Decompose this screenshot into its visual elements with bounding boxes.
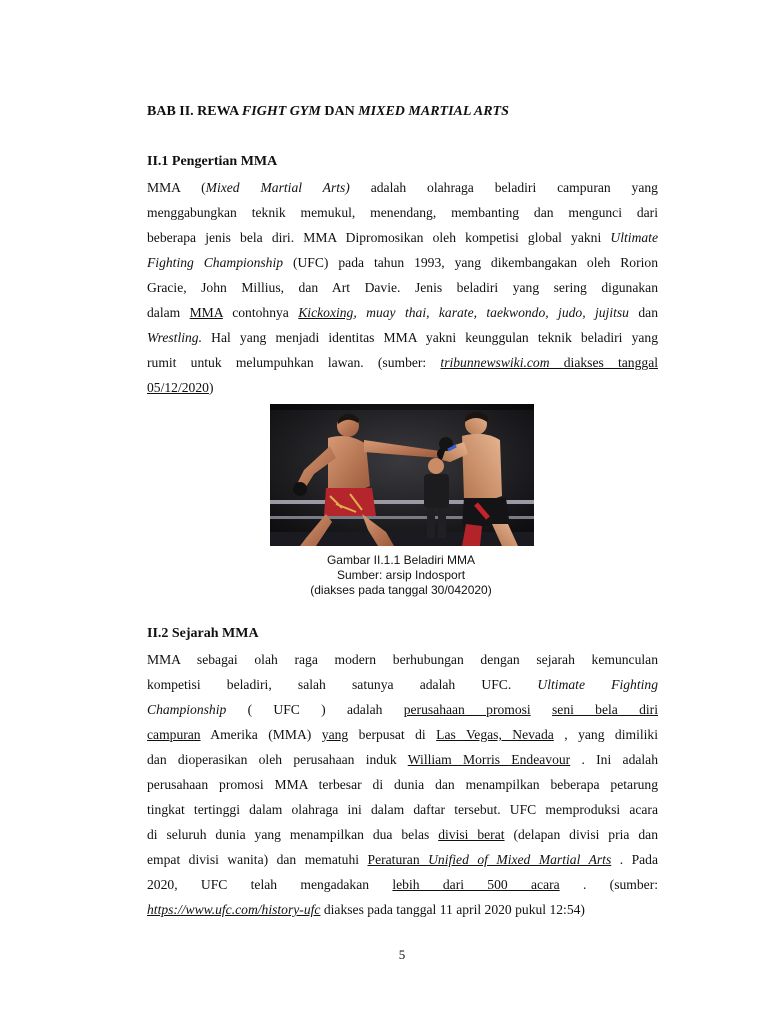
text-segment: dalam [147, 305, 190, 320]
text-line [147, 250, 658, 275]
text-segment: 2020, UFC telah mengadakan [147, 877, 393, 892]
text-link-segment[interactable]: diakses tanggal [549, 355, 658, 370]
chapter-heading [147, 103, 667, 121]
chapter-heading-middle: DAN [320, 104, 359, 119]
text-line [147, 325, 658, 350]
text-segment: Ultimate Fighting [537, 677, 658, 692]
text-link-segment[interactable]: Kickoxing [298, 305, 354, 320]
text-link-segment[interactable]: Unified of Mixed Martial Arts [428, 852, 612, 867]
text-segment: (UFC) pada tahun 1993, yang dikembangakan oleh Rorion [283, 255, 658, 270]
text-segment: Hal yang menjadi identitas MMA yakni keunggulan teknik beladiri yang [202, 330, 658, 345]
text-segment: . (sumber: [559, 877, 659, 892]
chapter-heading-prefix: BAB II. REWA [147, 104, 242, 119]
text-link-segment[interactable]: tribunnewswiki.com [440, 355, 550, 370]
text-line [147, 350, 658, 375]
text-link-segment[interactable]: 05/12/2020 [147, 380, 209, 395]
text-line [147, 747, 658, 772]
text-line [147, 672, 658, 697]
text-line [147, 375, 658, 400]
text-line [147, 847, 658, 872]
text-segment: Mixed Martial Arts) [205, 180, 350, 195]
text-line [147, 175, 658, 200]
page-number: 5 [398, 947, 406, 962]
text-line [147, 897, 658, 922]
text-segment: Wrestling. [147, 330, 203, 345]
text-segment: kompetisi beladiri, salah satunya adalah UFC. [147, 677, 538, 692]
text-link-segment[interactable]: lebih dari 500 acara [392, 877, 560, 892]
text-segment: MMA sebagai olah raga modern berhubungan dengan sejarah kemunculan [147, 652, 658, 667]
text-link-segment[interactable]: https://www.ufc.com/history-ufc [147, 902, 321, 917]
text-line [147, 200, 658, 225]
text-segment: , muay thai, karate, taekwondo, judo, jujitsu [353, 305, 629, 320]
text-segment: perusahaan promosi MMA terbesar di dunia dan menampilkan beberapa petarung [147, 777, 658, 792]
text-segment: berpusat di [348, 727, 437, 742]
text-segment: ( UFC ) adalah [226, 702, 404, 717]
text-line [147, 300, 658, 325]
text-link-segment[interactable]: William Morris Endeavour [407, 752, 571, 767]
text-link-segment[interactable]: seni bela diri [552, 702, 658, 717]
text-segment: ) [208, 380, 214, 395]
text-line [147, 225, 658, 250]
text-link-segment[interactable]: yang [321, 727, 349, 742]
mma-fight-illustration [270, 404, 534, 546]
text-segment [531, 702, 552, 717]
text-line [147, 822, 658, 847]
text-link-segment[interactable]: divisi berat [438, 827, 505, 842]
text-segment: Championship [147, 702, 227, 717]
text-segment: menggabungkan teknik memukul, menendang, membanting dan mengunci dari [147, 205, 658, 220]
section-heading-pengertian: II.1 Pengertian MMA [147, 154, 278, 169]
text-line [147, 275, 658, 300]
text-link-segment[interactable]: MMA [189, 305, 223, 320]
section-heading-sejarah: II.2 Sejarah MMA [147, 626, 259, 641]
text-segment: MMA ( [147, 180, 206, 195]
text-segment: tingkat tertinggi dalam olahraga ini dalam daftar tersebut. UFC memproduksi acara [147, 802, 658, 817]
text-segment: (delapan divisi pria dan [504, 827, 658, 842]
text-segment: adalah olahraga beladiri campuran yang [349, 180, 658, 195]
figure-caption-source: Sumber: arsip Indosport [336, 568, 466, 582]
text-line [147, 872, 658, 897]
text-segment: . Pada [611, 852, 659, 867]
text-segment: Gracie, John Millius, dan Art Davie. Jenis beladiri yang sering digunakan [147, 280, 658, 295]
paragraph-pengertian [147, 175, 658, 400]
text-segment: dan dioperasikan oleh perusahaan induk [147, 752, 408, 767]
chapter-heading-mma: MIXED MARTIAL ARTS [358, 104, 509, 119]
text-line [147, 722, 658, 747]
text-segment: Fighting Championship [147, 255, 284, 270]
text-link-segment[interactable]: Peraturan [367, 852, 429, 867]
text-link-segment[interactable]: Las Vegas, Nevada [436, 727, 554, 742]
text-link-segment[interactable]: perusahaan promosi [403, 702, 531, 717]
text-segment: contohnya [222, 305, 299, 320]
text-segment: rumit untuk melumpuhkan lawan. (sumber: [147, 355, 441, 370]
chapter-heading-fight-gym: FIGHT GYM [241, 104, 321, 119]
text-line [147, 797, 658, 822]
text-segment: empat divisi wanita) dan mematuhi [147, 852, 368, 867]
text-segment: dan [628, 305, 658, 320]
text-link-segment[interactable]: campuran [147, 727, 201, 742]
text-line [147, 697, 658, 722]
text-segment: beberapa jenis bela diri. MMA Dipromosikan oleh kompetisi global yakni [147, 230, 611, 245]
paragraph-sejarah [147, 647, 658, 922]
text-segment: Amerika (MMA) [200, 727, 322, 742]
figure-caption [230, 553, 572, 598]
figure-caption-accessed: (diakses pada tanggal 30/042020) [310, 583, 492, 597]
text-line [147, 647, 658, 672]
text-segment: Ultimate [610, 230, 658, 245]
text-segment: diakses pada tanggal 11 april 2020 pukul 12:54) [320, 902, 585, 917]
text-segment: di seluruh dunia yang menampilkan dua belas [147, 827, 439, 842]
text-line [147, 772, 658, 797]
figure-caption-title: Gambar II.1.1 Beladiri MMA [326, 553, 476, 567]
text-segment: , yang dimiliki [553, 727, 658, 742]
text-segment: . Ini adalah [570, 752, 659, 767]
mma-fight-photo [270, 404, 534, 546]
